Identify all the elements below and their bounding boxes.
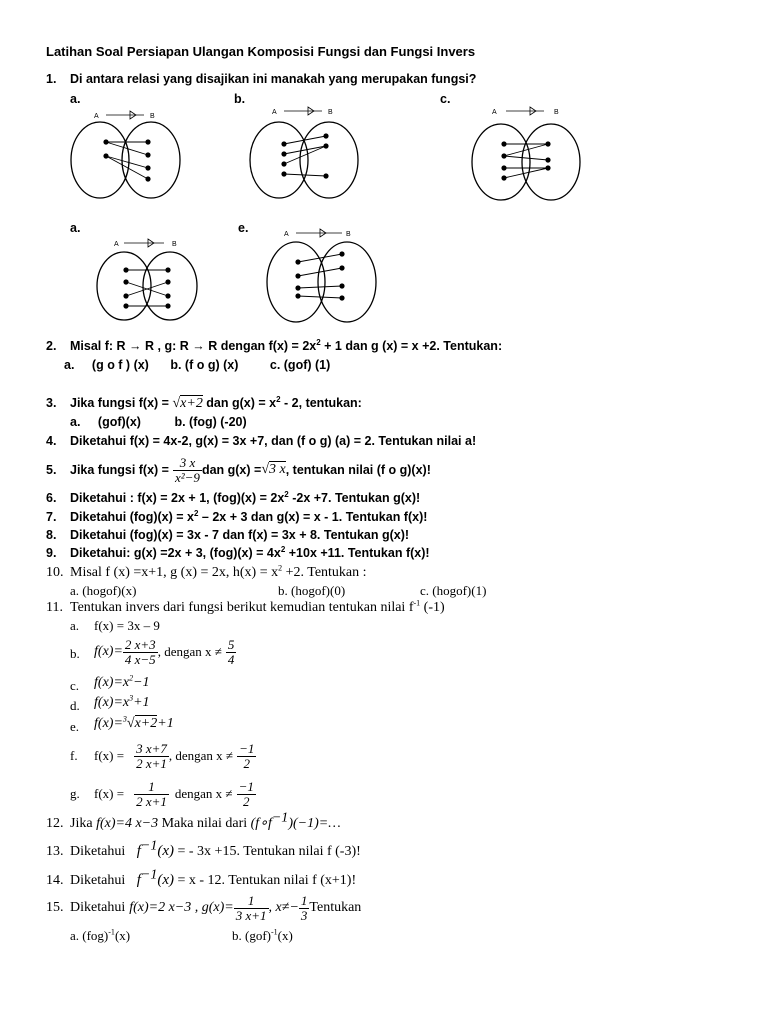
question-text: Jika xyxy=(70,816,97,831)
sub-label-f: f. xyxy=(70,748,78,763)
option-text: a. (fog) xyxy=(70,928,109,943)
question-15 xyxy=(46,890,361,926)
question-text: (-1) xyxy=(420,600,445,615)
condition-text: , dengan x ≠ xyxy=(168,748,234,763)
question-number: 9. xyxy=(46,546,57,560)
fraction xyxy=(237,742,256,771)
denominator: 4 x−5 xyxy=(124,651,156,667)
condition-text: , dengan x ≠ xyxy=(157,644,222,659)
arrow-icon: → xyxy=(188,339,205,353)
superscript: -1 xyxy=(271,927,278,937)
fraction xyxy=(123,638,158,667)
question-text: Tentukan xyxy=(309,900,362,915)
question-4 xyxy=(46,434,476,448)
superscript: -1 xyxy=(108,927,115,937)
option-text: b. (gof) xyxy=(232,928,271,943)
variable: x xyxy=(122,675,130,690)
sub-label-b: b. xyxy=(70,646,80,661)
numerator: 3 x+7 xyxy=(136,740,167,756)
sub-label-c: c. xyxy=(70,678,80,693)
variable: x xyxy=(102,644,109,659)
option-label: a. xyxy=(64,358,75,372)
root-index: 3 xyxy=(122,714,127,724)
option-c: c. (hogof)(1) xyxy=(420,583,487,598)
set-a-label: A xyxy=(114,241,119,248)
question-text: = x - 12. Tentukan nilai f (x+1)! xyxy=(174,873,357,888)
variable: x xyxy=(122,695,130,710)
question-number: 12. xyxy=(46,816,64,831)
math-expression: f(x)=2 x−3 , g(x)= xyxy=(129,900,234,915)
superscript: 2 xyxy=(316,337,321,347)
numerator: 3 x xyxy=(173,456,202,471)
option-text: (gof)(x) xyxy=(97,415,141,429)
question-text: Jika fungsi f(x) = xyxy=(70,396,169,410)
question-text: + 1 dan g (x) = x +2. Tentukan: xyxy=(320,339,503,353)
question-text: Diketahui : f(x) = 2x + 1, (fog)(x) = 2x xyxy=(70,491,285,505)
question-5 xyxy=(46,452,431,488)
denominator: 3 x+1 xyxy=(235,907,267,923)
question-number: 10. xyxy=(46,565,64,580)
question-text: +2. Tentukan : xyxy=(282,565,367,580)
question-text: - 2, tentukan: xyxy=(280,396,362,410)
question-text: dan g(x) = xyxy=(201,463,262,477)
option-text: (g o f ) (x) xyxy=(91,358,149,372)
expression-tail: +1 xyxy=(133,695,150,710)
math-expression: , x≠− xyxy=(268,900,299,915)
superscript: −1 xyxy=(140,838,158,854)
sub-label-e: e. xyxy=(70,719,80,734)
question-text: = - 3x +15. Tentukan nilai f (-3)! xyxy=(174,844,361,859)
option-b xyxy=(232,928,293,944)
question-text: +10x +11. Tentukan f(x)! xyxy=(285,546,430,560)
sub-label-a: a. xyxy=(70,618,80,633)
question-number: 3. xyxy=(46,396,57,410)
relation-diagram-b xyxy=(246,104,366,200)
fraction xyxy=(134,742,169,771)
function-name: f(x) = xyxy=(94,786,125,801)
question-number: 2. xyxy=(46,339,57,353)
option-a: a. (hogof)(x) xyxy=(70,583,137,598)
paren-close: )= xyxy=(108,644,123,659)
numerator: 1 xyxy=(300,892,308,908)
option-b: b. (hogof)(0) xyxy=(278,583,346,598)
option-text: b. (f o g) (x) xyxy=(170,358,239,372)
option-text: c. (gof) (1) xyxy=(269,358,331,372)
math-expression: )(−1)=… xyxy=(288,816,341,831)
math-expression: (x) xyxy=(157,872,174,888)
sub-expression-b xyxy=(94,634,236,670)
function-name: f(x) = xyxy=(94,748,125,763)
sub-expression-c: $f(x)=x^2-1$ xyxy=(94,673,150,690)
question-text: Misal f (x) =x+1, g (x) = 2x, h(x) = x xyxy=(70,565,279,580)
denominator: 2 xyxy=(242,793,250,809)
paren-open: ( xyxy=(97,644,103,659)
set-a-label: A xyxy=(492,109,497,116)
superscript: 2 xyxy=(193,508,199,518)
denominator: 2 x+1 xyxy=(136,755,167,771)
numerator: 2 x+3 xyxy=(124,636,156,652)
option-label-d: a. xyxy=(70,221,81,235)
question-number: 13. xyxy=(46,844,64,859)
question-number: 15. xyxy=(46,900,64,915)
sub-expression-d: $f(x)=x^3+1$ xyxy=(94,693,150,710)
denominator: 4 xyxy=(227,651,235,667)
question-text: Tentukan invers dari fungsi berikut kemudian tentukan nilai f xyxy=(70,600,414,615)
option-text: (x) xyxy=(114,928,131,943)
variable: x xyxy=(102,675,109,690)
question-11 xyxy=(46,600,445,616)
question-number: 6. xyxy=(46,491,57,505)
numerator: −1 xyxy=(239,740,255,756)
sub-expression-f xyxy=(94,738,256,774)
condition-text: dengan x ≠ xyxy=(174,786,233,801)
fraction xyxy=(134,780,169,809)
function-name: f xyxy=(94,675,98,690)
question-3-options xyxy=(70,415,247,429)
fraction xyxy=(237,780,256,809)
set-b-label: B xyxy=(172,241,177,248)
question-3 xyxy=(46,396,362,412)
math-expression: f xyxy=(136,843,141,859)
question-2-options xyxy=(64,358,330,372)
question-text: Diketahui xyxy=(70,900,126,915)
math-expression: (f∘f xyxy=(250,816,272,831)
question-text: Misal f: R xyxy=(70,339,126,353)
arrow-icon: → xyxy=(125,339,142,353)
question-text: -2x +7. Tentukan g(x)! xyxy=(288,491,421,505)
numerator: 1 xyxy=(234,894,269,909)
expression-tail: −1 xyxy=(133,675,150,690)
sub-expression-a: f(x) = 3x – 9 xyxy=(94,618,160,633)
sub-label-g: g. xyxy=(70,786,80,801)
function-name: f xyxy=(94,695,98,710)
radicand: x+2 xyxy=(134,716,158,731)
question-14 xyxy=(46,867,357,889)
superscript: 2 xyxy=(284,489,289,499)
superscript: 2 xyxy=(278,563,283,573)
superscript: 2 xyxy=(280,544,286,554)
question-text: R dengan f(x) = 2x xyxy=(204,339,317,353)
function-name: f xyxy=(94,644,98,659)
variable: x xyxy=(102,695,109,710)
option-a xyxy=(70,928,130,944)
question-1 xyxy=(46,72,476,86)
set-a-label: A xyxy=(284,231,289,238)
superscript: −1 xyxy=(271,810,289,826)
option-text: (x) xyxy=(277,928,293,943)
set-a-label: A xyxy=(94,113,99,120)
option-label-a: a. xyxy=(70,92,81,106)
option-label: a. xyxy=(70,415,81,429)
set-b-label: B xyxy=(328,109,333,116)
numerator: 1 xyxy=(134,780,169,795)
option-text: b. (fog) (-20) xyxy=(174,415,247,429)
fraction xyxy=(173,456,202,485)
question-6 xyxy=(46,491,420,505)
superscript: 3 xyxy=(129,693,134,703)
variable: x xyxy=(102,716,109,731)
question-8 xyxy=(46,528,409,542)
set-b-label: B xyxy=(150,113,155,120)
relation-diagram-e xyxy=(262,226,382,326)
question-number: 8. xyxy=(46,528,57,542)
radicand: 3 x xyxy=(269,462,286,477)
denominator: x²−9 xyxy=(174,469,200,485)
math-expression: f xyxy=(136,872,141,888)
question-text: Diketahui xyxy=(70,844,129,859)
question-12 xyxy=(46,810,341,832)
question-text: Diketahui f(x) = 4x-2, g(x) = 3x +7, dan (f o g) (a) = 2. Tentukan nilai a! xyxy=(70,434,477,448)
fraction xyxy=(226,638,237,667)
set-a-label: A xyxy=(272,109,277,116)
set-b-label: B xyxy=(346,231,351,238)
question-text: Diketahui (fog)(x) = 3x - 7 dan f(x) = 3x + 8. Tentukan g(x)! xyxy=(70,528,410,542)
question-number: 14. xyxy=(46,873,64,888)
sqrt-expression: √x+2 xyxy=(172,396,203,411)
question-text: dan g(x) = x xyxy=(202,396,277,410)
question-text: Jika fungsi f(x) = xyxy=(70,463,169,477)
relation-diagram-a xyxy=(66,108,186,200)
math-expression: (x) xyxy=(157,843,174,859)
question-text: Diketahui xyxy=(70,873,129,888)
option-label-b: b. xyxy=(234,92,246,106)
question-13 xyxy=(46,838,361,860)
question-number: 1. xyxy=(46,72,57,86)
question-text: , tentukan nilai (f o g)(x)! xyxy=(285,463,431,477)
question-number: 7. xyxy=(46,510,57,524)
denominator: 3 xyxy=(300,907,308,923)
question-number: 4. xyxy=(46,434,57,448)
question-text: – 2x + 3 dan g(x) = x - 1. Tentukan f(x)! xyxy=(198,510,428,524)
set-b-label: B xyxy=(554,109,559,116)
fraction xyxy=(299,894,310,923)
denominator: 2 xyxy=(243,755,250,771)
function-name: f xyxy=(94,716,98,731)
fraction xyxy=(234,894,269,923)
question-2 xyxy=(46,339,502,353)
page-title: Latihan Soal Persiapan Ulangan Komposisi Fungsi dan Fungsi Invers xyxy=(46,44,476,59)
relation-diagram-c xyxy=(466,104,586,200)
question-text: Diketahui: g(x) =2x + 3, (fog)(x) = 4x xyxy=(70,546,281,560)
sqrt-expression: √3 x xyxy=(261,462,286,477)
question-9 xyxy=(46,546,430,560)
sub-label-d: d. xyxy=(70,698,80,713)
question-text: Di antara relasi yang disajikan ini manakah yang merupakan fungsi? xyxy=(70,72,477,86)
radicand: x+2 xyxy=(180,396,203,411)
expression-tail: +1 xyxy=(157,716,174,731)
denominator: 2 x+1 xyxy=(136,793,167,809)
math-expression: f(x)=4 x−3 xyxy=(96,816,159,831)
superscript: 2 xyxy=(129,673,134,683)
superscript: 2 xyxy=(276,394,281,404)
numerator: 5 xyxy=(227,636,235,652)
relation-diagram-d xyxy=(92,236,202,326)
option-label-e: e. xyxy=(238,221,249,235)
question-10 xyxy=(46,565,367,581)
question-text: Maka nilai dari xyxy=(158,816,251,831)
question-text: Diketahui (fog)(x) = x xyxy=(70,510,194,524)
superscript: -1 xyxy=(413,598,421,608)
sub-expression-e: f(x)=$^3$√x+2+1 xyxy=(94,714,174,731)
question-text: R , g: R xyxy=(141,339,189,353)
superscript: −1 xyxy=(140,867,158,883)
question-number: 5. xyxy=(46,463,57,477)
question-7 xyxy=(46,510,427,524)
option-label-c: c. xyxy=(440,92,451,106)
numerator: −1 xyxy=(238,778,254,794)
question-number: 11. xyxy=(46,600,63,615)
sub-expression-g xyxy=(94,776,256,812)
